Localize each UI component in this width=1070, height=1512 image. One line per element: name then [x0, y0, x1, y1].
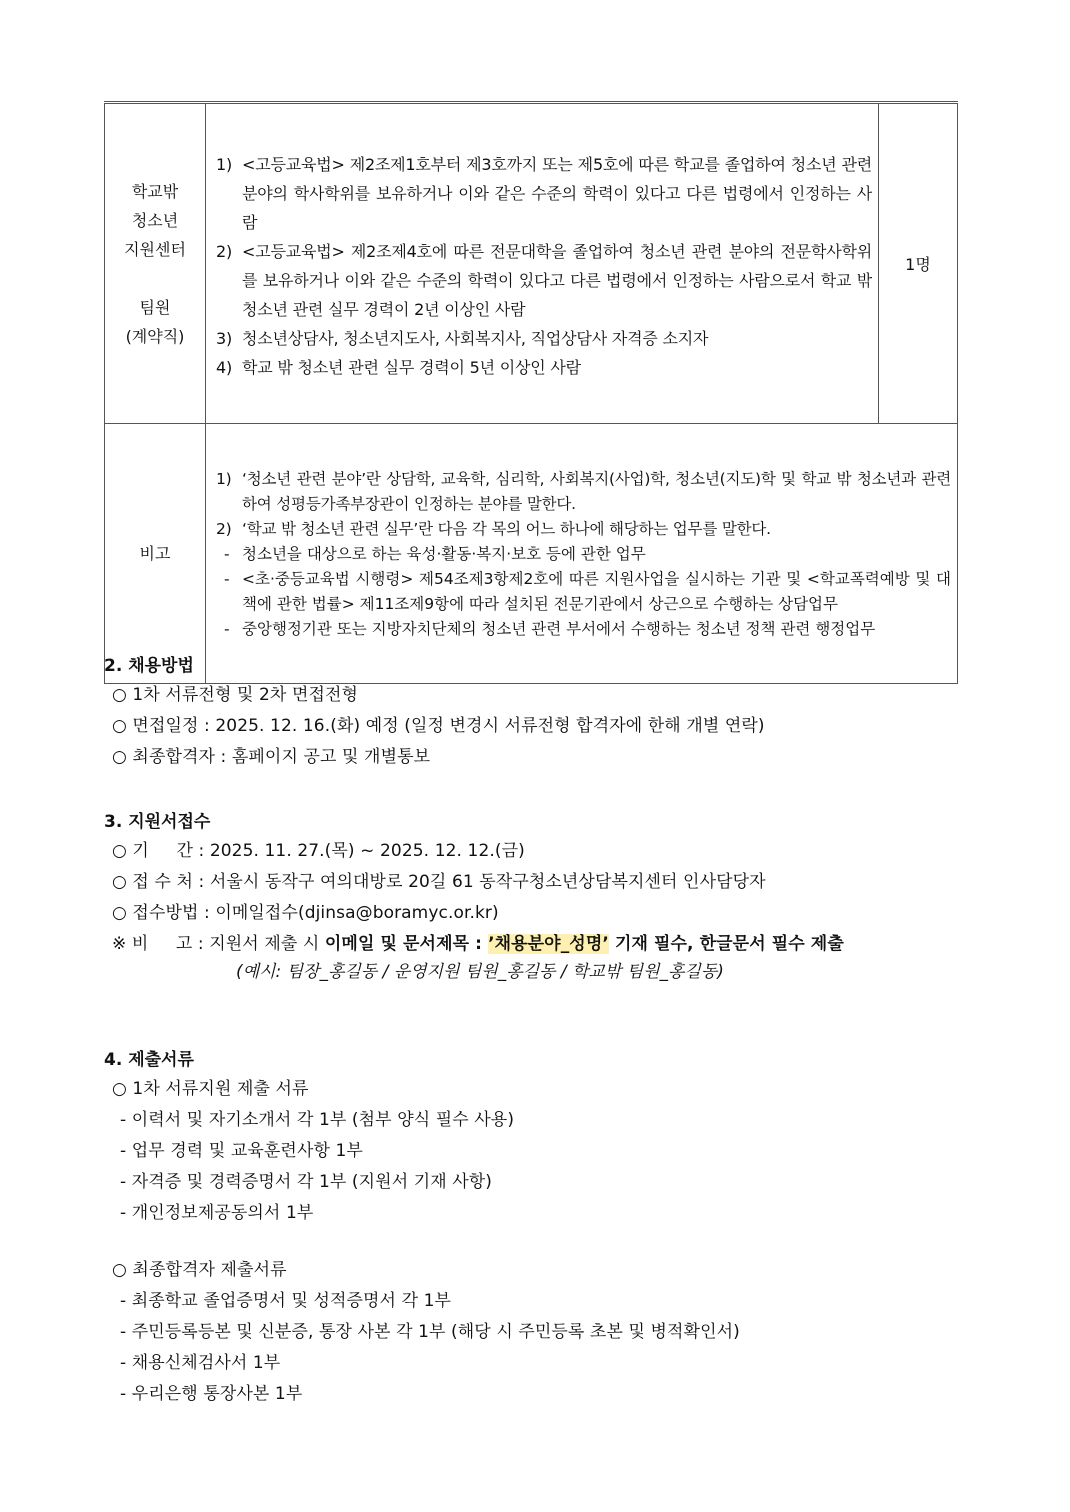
section-title: 3. 지원서접수 — [104, 812, 211, 832]
qualification-cell — [206, 103, 879, 424]
item-number: 1) — [216, 470, 232, 488]
note-highlight: ’채용분야_성명’ — [488, 934, 609, 954]
list-item: - 채용신체검사서 1부 — [120, 1353, 281, 1373]
section-application — [104, 808, 964, 960]
remark-subitem: - 청소년을 대상으로 하는 육성·활동·복지·보호 등에 관한 업무 — [224, 545, 646, 563]
section-title: 4. 제출서류 — [104, 1050, 194, 1070]
item-text: 청소년상담사, 청소년지도사, 사회복지사, 직업상담사 자격증 소지자 — [242, 328, 709, 348]
list-item: ○ 면접일정 : 2025. 12. 16.(화) 예정 (일정 변경시 서류전형 합격자에 한해 개별 연락) — [112, 716, 765, 736]
list-item: - 이력서 및 자기소개서 각 1부 (첨부 양식 필수 사용) — [120, 1110, 515, 1130]
item-text: ‘학교 밖 청소년 관련 실무’란 다음 각 목의 어느 하나에 해당하는 업무를 말한다. — [242, 520, 771, 538]
qualification-item — [216, 237, 872, 324]
subitem-text: 청소년을 대상으로 하는 육성·활동·복지·보호 등에 관한 업무 — [242, 545, 646, 563]
remarks-cell — [206, 424, 958, 684]
list-item: - 개인정보제공동의서 1부 — [120, 1203, 314, 1223]
item-text: <고등교육법> 제2조제1호부터 제3호까지 또는 제5호에 따른 학교를 졸업하여 청소년 관련 분야의 학사학위를 보유하거나 이와 같은 수준의 학력이 있다고 다른 법령에서 인정하는 사람 — [242, 154, 872, 232]
list-item: - 우리은행 통장사본 1부 — [120, 1384, 303, 1404]
remark-item — [216, 517, 951, 542]
table-row — [105, 424, 958, 684]
role-line: 팀원 — [139, 297, 171, 317]
table-row — [105, 103, 958, 424]
role-line: 청소년 — [131, 210, 179, 230]
section-title: 2. 채용방법 — [104, 656, 194, 676]
section-hiring-method — [104, 652, 964, 773]
application-place: ○ 접 수 처 : 서울시 동작구 여의대방로 20길 61 동작구청소년상담복지센터 인사담당자 — [112, 872, 766, 892]
application-period: ○ 기 간 : 2025. 11. 27.(목) ~ 2025. 12. 12.(금) — [112, 841, 525, 861]
subitem-text: 중앙행정기관 또는 지방자치단체의 청소년 관련 부서에서 수행하는 청소년 정책 관련 행정업무 — [242, 620, 876, 638]
note-label: ※ 비 고 : — [112, 934, 210, 954]
application-note — [104, 929, 964, 960]
item-number: 1) — [216, 154, 233, 174]
note-bold: 이메일 및 문서제목 : — [324, 934, 489, 954]
group-title: ○ 최종합격자 제출서류 — [112, 1260, 287, 1280]
role-line: 지원센터 — [124, 239, 186, 259]
application-method: ○ 접수방법 : 이메일접수(djinsa@boramyc.or.kr) — [112, 903, 499, 923]
remarks-label-cell: 비고 — [105, 424, 206, 684]
role-line: 학교밖 — [131, 181, 179, 201]
item-text: <고등교육법> 제2조제4호에 따른 전문대학을 졸업하여 청소년 관련 분야의 전문학사학위를 보유하거나 이와 같은 수준의 학력이 있다고 다른 법령에서 인정하는 사람으로서 학교 밖 청소년 관련 실무 경력이 2년 이상인 사람 — [242, 241, 872, 319]
qualification-item — [216, 353, 872, 382]
list-item: - 주민등록등본 및 신분증, 통장 사본 각 1부 (해당 시 주민등록 초본 및 병적확인서) — [120, 1322, 740, 1342]
list-item: - 업무 경력 및 교육훈련사항 1부 — [120, 1141, 363, 1161]
headcount-cell: 1명 — [879, 103, 958, 424]
list-item: - 자격증 및 경력증명서 각 1부 (지원서 기재 사항) — [120, 1172, 493, 1192]
item-number: 3) — [216, 328, 233, 348]
remark-subitem: - 중앙행정기관 또는 지방자치단체의 청소년 관련 부서에서 수행하는 청소년 정책 관련 행정업무 — [224, 620, 876, 638]
qualification-item — [216, 324, 872, 353]
note-bold: 기재 필수, 한글문서 필수 제출 — [608, 934, 844, 954]
list-item: ○ 1차 서류전형 및 2차 면접전형 — [112, 685, 359, 705]
qualification-table — [104, 101, 958, 684]
role-cell — [105, 103, 206, 424]
remark-item — [216, 467, 951, 517]
list-item: - 최종학교 졸업증명서 및 성적증명서 각 1부 — [120, 1291, 452, 1311]
role-line: (계약직) — [125, 326, 185, 346]
note-text: 지원서 제출 시 — [209, 934, 325, 954]
list-item: ○ 최종합격자 : 홈페이지 공고 및 개별통보 — [112, 747, 431, 767]
item-text: ‘청소년 관련 분야’란 상담학, 교육학, 심리학, 사회복지(사업)학, 청소년(지도)학 및 학교 밖 청소년과 관련하여 성평등가족부장관이 인정하는 분야를 말한다. — [242, 470, 951, 513]
remark-subitem: - <초·중등교육법 시행령> 제54조제3항제2호에 따른 지원사업을 실시하는 기관 및 <학교폭력예방 및 대책에 관한 법률> 제11조제9항에 따라 설치된 전문기관에서 상근으로 수행하는 상담업무 — [224, 570, 951, 613]
section-documents — [104, 1046, 964, 1410]
filename-example: (예시: 팀장_홍길동 / 운영지원 팀원_홍길동 / 학교밖 팀원_홍길동) — [236, 962, 724, 982]
item-number: 2) — [216, 520, 232, 538]
group-title: ○ 1차 서류지원 제출 서류 — [112, 1079, 309, 1099]
qualification-item — [216, 150, 872, 237]
item-number: 2) — [216, 241, 233, 261]
item-text: 학교 밖 청소년 관련 실무 경력이 5년 이상인 사람 — [242, 357, 581, 377]
subitem-text: <초·중등교육법 시행령> 제54조제3항제2호에 따른 지원사업을 실시하는 기관 및 <학교폭력예방 및 대책에 관한 법률> 제11조제9항에 따라 설치된 전문기관에서 상근으로 수행하는 상담업무 — [242, 570, 951, 613]
item-number: 4) — [216, 357, 233, 377]
role-line — [105, 264, 205, 293]
